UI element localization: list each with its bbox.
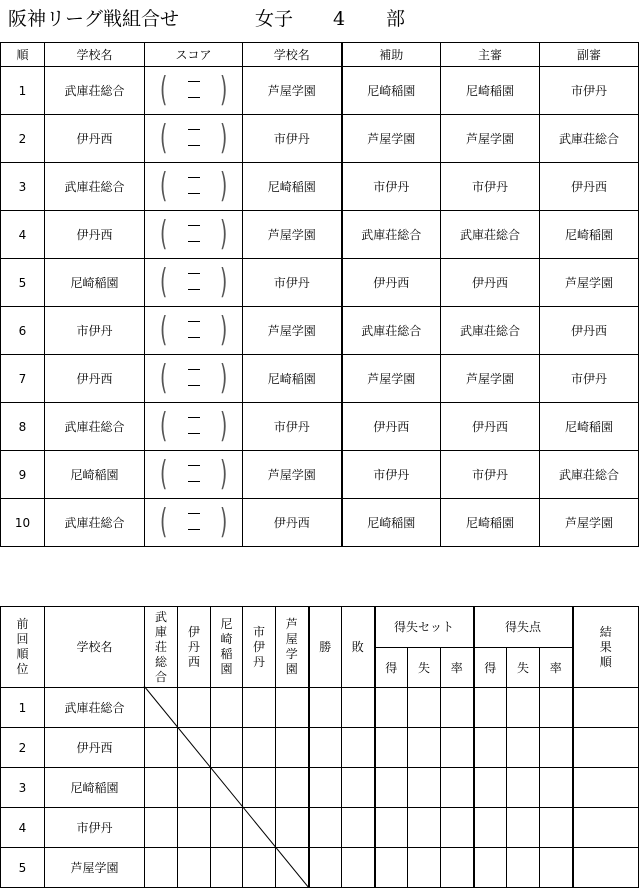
assistant-referee-school: 尼崎稲園	[540, 403, 639, 451]
header-opponent-4: 市 伊 丹	[243, 607, 276, 688]
school-b: 芦屋学園	[243, 211, 342, 259]
standings-table	[0, 606, 639, 888]
match-order: 6	[1, 307, 45, 355]
left-paren-icon: (	[159, 310, 168, 350]
assistant-referee-school: 市伊丹	[540, 355, 639, 403]
left-paren-icon: (	[159, 262, 168, 302]
left-paren-icon: (	[159, 502, 168, 542]
result-cell[interactable]	[474, 848, 507, 888]
result-cell[interactable]	[178, 728, 211, 768]
header-opponent-2: 伊 丹 西	[178, 607, 211, 688]
assistant-school: 芦屋学園	[342, 355, 441, 403]
result-cell[interactable]	[375, 808, 408, 848]
match-order: 2	[1, 115, 45, 163]
score-box	[145, 403, 242, 450]
score-dash	[188, 417, 200, 418]
match-order: 1	[1, 67, 45, 115]
result-cell[interactable]	[573, 768, 639, 808]
assistant-referee-school: 伊丹西	[540, 307, 639, 355]
header-opponent-3: 尼 崎 稲 園	[211, 607, 243, 688]
header-opponent-1: 武 庫 荘 総 合	[145, 607, 178, 688]
schedule-row	[1, 259, 639, 307]
result-cell[interactable]	[276, 728, 309, 768]
standings-header-row	[1, 607, 639, 648]
left-paren-icon: (	[159, 70, 168, 110]
header-points-ratio: 率	[540, 648, 573, 688]
assistant-referee-school: 芦屋学園	[540, 499, 639, 547]
result-cell[interactable]	[145, 688, 178, 728]
result-cell[interactable]	[474, 808, 507, 848]
result-cell[interactable]	[540, 688, 573, 728]
right-paren-icon: )	[219, 310, 228, 350]
header-wins: 勝	[309, 607, 342, 688]
schedule-row	[1, 499, 639, 547]
assistant-school: 尼崎稲園	[342, 67, 441, 115]
school-name: 芦屋学園	[45, 848, 145, 888]
result-cell[interactable]	[211, 848, 243, 888]
result-cell[interactable]	[441, 728, 474, 768]
result-cell[interactable]	[276, 808, 309, 848]
result-cell[interactable]	[441, 768, 474, 808]
school-b: 芦屋学園	[243, 307, 342, 355]
result-cell[interactable]	[342, 768, 375, 808]
right-paren-icon: )	[219, 358, 228, 398]
schedule-row	[1, 67, 639, 115]
schedule-row	[1, 115, 639, 163]
assistant-referee-school: 尼崎稲園	[540, 211, 639, 259]
match-order: 10	[1, 499, 45, 547]
previous-rank: 5	[1, 848, 45, 888]
school-name: 伊丹西	[45, 728, 145, 768]
score-dash	[188, 465, 200, 466]
result-cell[interactable]	[211, 688, 243, 728]
result-cell[interactable]	[243, 688, 276, 728]
result-cell[interactable]	[309, 688, 342, 728]
right-paren-icon: )	[219, 118, 228, 158]
right-paren-icon: )	[219, 262, 228, 302]
assistant-school: 市伊丹	[342, 451, 441, 499]
school-a: 伊丹西	[45, 355, 145, 403]
schedule-header-row	[1, 43, 639, 67]
score-cell[interactable]	[145, 163, 243, 211]
assistant-referee-school: 武庫荘総合	[540, 115, 639, 163]
referee-school: 芦屋学園	[441, 355, 540, 403]
referee-school: 尼崎稲園	[441, 67, 540, 115]
assistant-school: 伊丹西	[342, 259, 441, 307]
left-paren-icon: (	[159, 406, 168, 446]
school-a: 伊丹西	[45, 115, 145, 163]
result-cell[interactable]	[178, 768, 211, 808]
score-box	[145, 163, 242, 210]
standings-row	[1, 808, 639, 848]
score-box	[145, 115, 242, 162]
score-dash	[188, 513, 200, 514]
previous-rank-text: 前 回 順 位	[16, 617, 29, 676]
right-paren-icon: )	[219, 214, 228, 254]
score-dash	[188, 145, 200, 146]
standings-row	[1, 768, 639, 808]
result-cell[interactable]	[309, 848, 342, 888]
school-name: 武庫荘総合	[45, 688, 145, 728]
header-opponent-5: 芦 屋 学 園	[276, 607, 309, 688]
assistant-referee-school: 市伊丹	[540, 67, 639, 115]
result-cell[interactable]	[408, 808, 441, 848]
referee-school: 芦屋学園	[441, 115, 540, 163]
result-cell[interactable]	[211, 808, 243, 848]
result-cell[interactable]	[507, 808, 540, 848]
score-dash	[188, 481, 200, 482]
result-cell[interactable]	[211, 728, 243, 768]
score-dash	[188, 289, 200, 290]
header-final-rank	[573, 607, 639, 688]
score-cell[interactable]	[145, 307, 243, 355]
header-order: 順	[1, 43, 45, 67]
result-cell[interactable]	[145, 848, 178, 888]
score-box	[145, 355, 242, 402]
match-order: 5	[1, 259, 45, 307]
school-b: 市伊丹	[243, 403, 342, 451]
left-paren-icon: (	[159, 214, 168, 254]
result-cell[interactable]	[408, 848, 441, 888]
score-dash	[188, 81, 200, 82]
result-cell[interactable]	[178, 688, 211, 728]
score-cell[interactable]	[145, 67, 243, 115]
final-rank-text: 結 果 順	[599, 624, 612, 669]
header-previous-rank	[1, 607, 45, 688]
score-dash	[188, 129, 200, 130]
score-dash	[188, 97, 200, 98]
header-assistant-referee: 副審	[540, 43, 639, 67]
left-paren-icon: (	[159, 454, 168, 494]
score-cell[interactable]	[145, 499, 243, 547]
score-dash	[188, 193, 200, 194]
referee-school: 尼崎稲園	[441, 499, 540, 547]
assistant-school: 市伊丹	[342, 163, 441, 211]
header-points-won: 得	[474, 648, 507, 688]
school-a: 市伊丹	[45, 307, 145, 355]
header-school-name: 学校名	[45, 607, 145, 688]
result-cell[interactable]	[243, 728, 276, 768]
result-cell[interactable]	[441, 848, 474, 888]
standings-row	[1, 728, 639, 768]
score-box	[145, 451, 242, 498]
result-cell[interactable]	[474, 688, 507, 728]
score-cell[interactable]	[145, 211, 243, 259]
result-cell[interactable]	[243, 848, 276, 888]
score-box	[145, 211, 242, 258]
result-cell[interactable]	[540, 808, 573, 848]
title-division-number: 4	[333, 8, 346, 30]
header-points-lost: 失	[507, 648, 540, 688]
school-a: 伊丹西	[45, 211, 145, 259]
result-cell[interactable]	[507, 688, 540, 728]
school-b: 尼崎稲園	[243, 163, 342, 211]
result-cell[interactable]	[342, 848, 375, 888]
score-cell[interactable]	[145, 259, 243, 307]
title-gender: 女子	[255, 8, 294, 30]
result-cell[interactable]	[441, 688, 474, 728]
match-order: 4	[1, 211, 45, 259]
score-dash	[188, 241, 200, 242]
result-cell[interactable]	[507, 768, 540, 808]
assistant-school: 芦屋学園	[342, 115, 441, 163]
left-paren-icon: (	[159, 118, 168, 158]
score-box	[145, 259, 242, 306]
score-dash	[188, 369, 200, 370]
previous-rank: 2	[1, 728, 45, 768]
assistant-referee-school: 伊丹西	[540, 163, 639, 211]
assistant-referee-school: 武庫荘総合	[540, 451, 639, 499]
left-paren-icon: (	[159, 358, 168, 398]
header-sets-won: 得	[375, 648, 408, 688]
result-cell[interactable]	[276, 768, 309, 808]
result-cell[interactable]	[441, 808, 474, 848]
referee-school: 伊丹西	[441, 403, 540, 451]
title-main: 阪神リーグ戦組合せ	[8, 8, 180, 30]
school-a: 武庫荘総合	[45, 67, 145, 115]
result-cell[interactable]	[276, 688, 309, 728]
header-school-b: 学校名	[243, 43, 342, 67]
result-cell[interactable]	[375, 688, 408, 728]
result-cell[interactable]	[243, 808, 276, 848]
match-schedule-table	[0, 42, 639, 547]
standings-row	[1, 848, 639, 888]
referee-school: 武庫荘総合	[441, 307, 540, 355]
result-cell[interactable]	[540, 728, 573, 768]
result-cell[interactable]	[507, 848, 540, 888]
assistant-school: 伊丹西	[342, 403, 441, 451]
header-losses: 敗	[342, 607, 375, 688]
referee-school: 市伊丹	[441, 163, 540, 211]
result-cell[interactable]	[573, 848, 639, 888]
schedule-row	[1, 163, 639, 211]
match-order: 7	[1, 355, 45, 403]
school-b: 市伊丹	[243, 259, 342, 307]
schedule-row	[1, 451, 639, 499]
right-paren-icon: )	[219, 454, 228, 494]
result-cell[interactable]	[145, 808, 178, 848]
school-b: 芦屋学園	[243, 451, 342, 499]
score-cell[interactable]	[145, 451, 243, 499]
score-box	[145, 307, 242, 354]
score-dash	[188, 273, 200, 274]
result-cell[interactable]	[573, 808, 639, 848]
right-paren-icon: )	[219, 406, 228, 446]
result-cell[interactable]	[474, 768, 507, 808]
score-box	[145, 499, 242, 546]
left-paren-icon: (	[159, 166, 168, 206]
previous-rank: 3	[1, 768, 45, 808]
right-paren-icon: )	[219, 70, 228, 110]
page-title	[8, 4, 628, 34]
score-dash	[188, 177, 200, 178]
score-box	[145, 67, 242, 114]
result-cell[interactable]	[408, 768, 441, 808]
previous-rank: 1	[1, 688, 45, 728]
school-b: 伊丹西	[243, 499, 342, 547]
school-a: 尼崎稲園	[45, 259, 145, 307]
result-cell[interactable]	[178, 808, 211, 848]
result-cell[interactable]	[309, 728, 342, 768]
match-order: 8	[1, 403, 45, 451]
match-order: 3	[1, 163, 45, 211]
result-cell[interactable]	[276, 848, 309, 888]
school-name: 尼崎稲園	[45, 768, 145, 808]
result-cell[interactable]	[342, 728, 375, 768]
header-assistant: 補助	[342, 43, 441, 67]
assistant-referee-school: 芦屋学園	[540, 259, 639, 307]
title-division-label: 部	[386, 8, 406, 30]
result-cell[interactable]	[375, 728, 408, 768]
result-cell[interactable]	[375, 848, 408, 888]
assistant-school: 尼崎稲園	[342, 499, 441, 547]
right-paren-icon: )	[219, 166, 228, 206]
schedule-row	[1, 403, 639, 451]
schedule-row	[1, 211, 639, 259]
score-cell[interactable]	[145, 115, 243, 163]
result-cell[interactable]	[309, 808, 342, 848]
standings-row	[1, 688, 639, 728]
schedule-row	[1, 307, 639, 355]
previous-rank: 4	[1, 808, 45, 848]
school-b: 尼崎稲園	[243, 355, 342, 403]
result-cell[interactable]	[342, 688, 375, 728]
header-point-difference: 得失点	[474, 607, 573, 648]
score-cell[interactable]	[145, 403, 243, 451]
header-referee: 主審	[441, 43, 540, 67]
result-cell[interactable]	[507, 728, 540, 768]
referee-school: 市伊丹	[441, 451, 540, 499]
right-paren-icon: )	[219, 502, 228, 542]
score-dash	[188, 337, 200, 338]
result-cell[interactable]	[408, 728, 441, 768]
header-score: スコア	[145, 43, 243, 67]
header-sets-lost: 失	[408, 648, 441, 688]
school-b: 市伊丹	[243, 115, 342, 163]
result-cell[interactable]	[540, 768, 573, 808]
school-a: 武庫荘総合	[45, 163, 145, 211]
result-cell[interactable]	[211, 768, 243, 808]
school-a: 武庫荘総合	[45, 499, 145, 547]
result-cell[interactable]	[145, 768, 178, 808]
assistant-school: 武庫荘総合	[342, 307, 441, 355]
score-dash	[188, 225, 200, 226]
score-dash	[188, 433, 200, 434]
referee-school: 伊丹西	[441, 259, 540, 307]
result-cell[interactable]	[573, 728, 639, 768]
score-dash	[188, 385, 200, 386]
score-cell[interactable]	[145, 355, 243, 403]
schedule-row	[1, 355, 639, 403]
score-dash	[188, 529, 200, 530]
result-cell[interactable]	[375, 768, 408, 808]
result-cell[interactable]	[342, 808, 375, 848]
result-cell[interactable]	[540, 848, 573, 888]
school-b: 芦屋学園	[243, 67, 342, 115]
header-school-a: 学校名	[45, 43, 145, 67]
school-a: 尼崎稲園	[45, 451, 145, 499]
school-name: 市伊丹	[45, 808, 145, 848]
header-sets-ratio: 率	[441, 648, 474, 688]
result-cell[interactable]	[573, 688, 639, 728]
assistant-school: 武庫荘総合	[342, 211, 441, 259]
result-cell[interactable]	[178, 848, 211, 888]
score-dash	[188, 321, 200, 322]
school-a: 武庫荘総合	[45, 403, 145, 451]
result-cell[interactable]	[243, 768, 276, 808]
result-cell[interactable]	[474, 728, 507, 768]
referee-school: 武庫荘総合	[441, 211, 540, 259]
header-set-difference: 得失セット	[375, 607, 474, 648]
result-cell[interactable]	[309, 768, 342, 808]
result-cell[interactable]	[408, 688, 441, 728]
result-cell[interactable]	[145, 728, 178, 768]
match-order: 9	[1, 451, 45, 499]
